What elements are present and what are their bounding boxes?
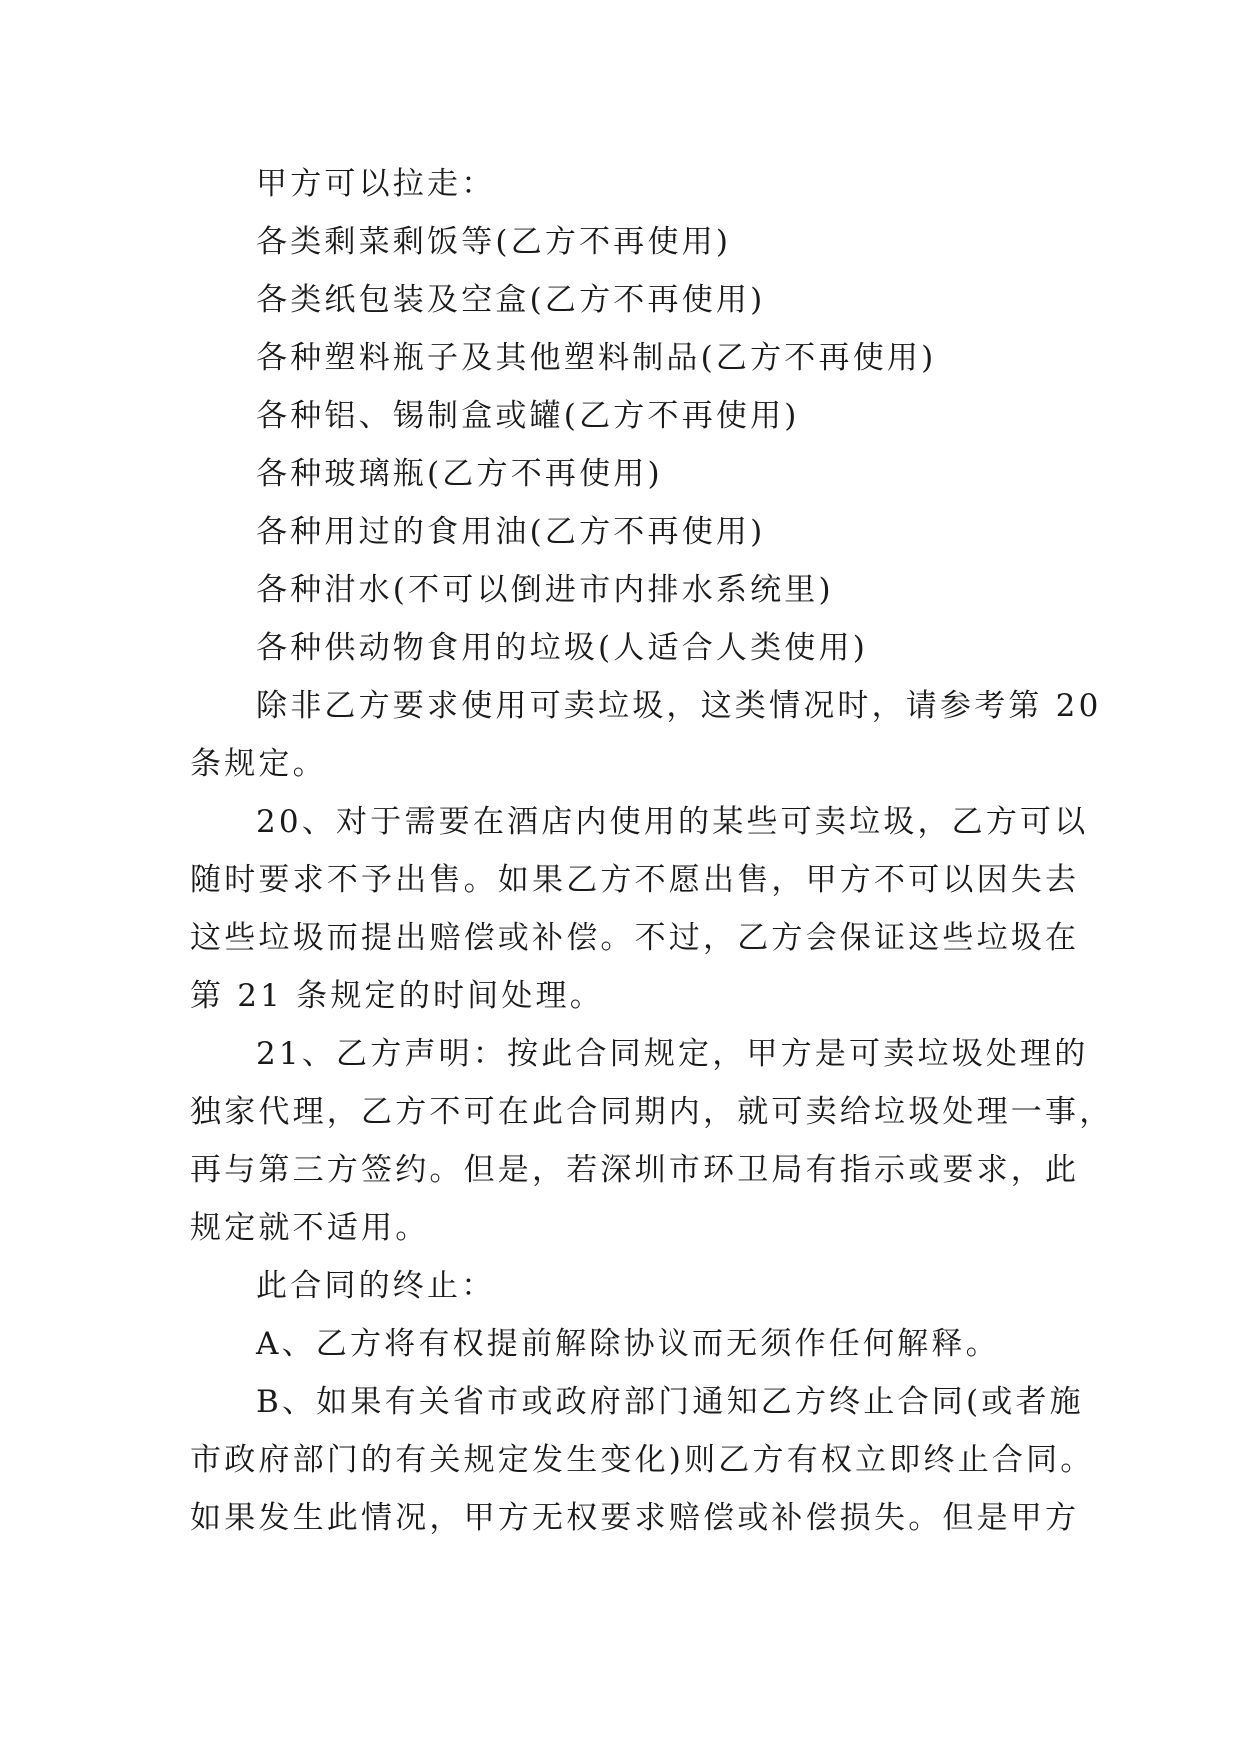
text-line: 除非乙方要求使用可卖垃圾，这类情况时，请参考第 20: [256, 688, 1102, 724]
text-line: 随时要求不予出售。如果乙方不愿出售，甲方不可以因失去: [190, 862, 1080, 898]
text-line: 第 21 条规定的时间处理。: [190, 978, 604, 1014]
text-line: 再与第三方签约。但是，若深圳市环卫局有指示或要求，此: [190, 1152, 1080, 1188]
text-line: 各种玻璃瓶(乙方不再使用): [256, 456, 663, 492]
text-line: 各种泔水(不可以倒进市内排水系统里): [256, 572, 834, 608]
text-line: 独家代理，乙方不可在此合同期内，就可卖给垃圾处理一事，: [190, 1094, 1114, 1130]
document-body: [190, 155, 1114, 1547]
text-line: 各种铝、锡制盒或罐(乙方不再使用): [256, 398, 800, 434]
text-line: 各种塑料瓶子及其他塑料制品(乙方不再使用): [256, 340, 937, 376]
text-line: 甲方可以拉走：: [256, 166, 496, 202]
text-line: B、如果有关省市或政府部门通知乙方终止合同(或者施: [256, 1384, 1084, 1420]
text-line: 20、对于需要在酒店内使用的某些可卖垃圾，乙方可以: [256, 804, 1089, 840]
text-line: 市政府部门的有关规定发生变化)则乙方有权立即终止合同。: [190, 1442, 1095, 1478]
text-line: 条规定。: [190, 746, 327, 782]
text-line: 各类纸包装及空盒(乙方不再使用): [256, 282, 766, 318]
text-line: 规定就不适用。: [190, 1210, 430, 1246]
text-line: 各种用过的食用油(乙方不再使用): [256, 514, 766, 550]
text-line: 21、乙方声明：按此合同规定，甲方是可卖垃圾处理的: [256, 1036, 1089, 1072]
text-line: 如果发生此情况，甲方无权要求赔偿或补偿损失。但是甲方: [190, 1500, 1080, 1536]
text-line: 各种供动物食用的垃圾(人适合人类使用): [256, 630, 868, 666]
text-line: 各类剩菜剩饭等(乙方不再使用): [256, 224, 732, 260]
text-line: A、乙方将有权提前解除协议而无须作任何解释。: [256, 1326, 1000, 1362]
text-line: 此合同的终止：: [256, 1268, 496, 1304]
text-line: 这些垃圾而提出赔偿或补偿。不过，乙方会保证这些垃圾在: [190, 920, 1080, 956]
